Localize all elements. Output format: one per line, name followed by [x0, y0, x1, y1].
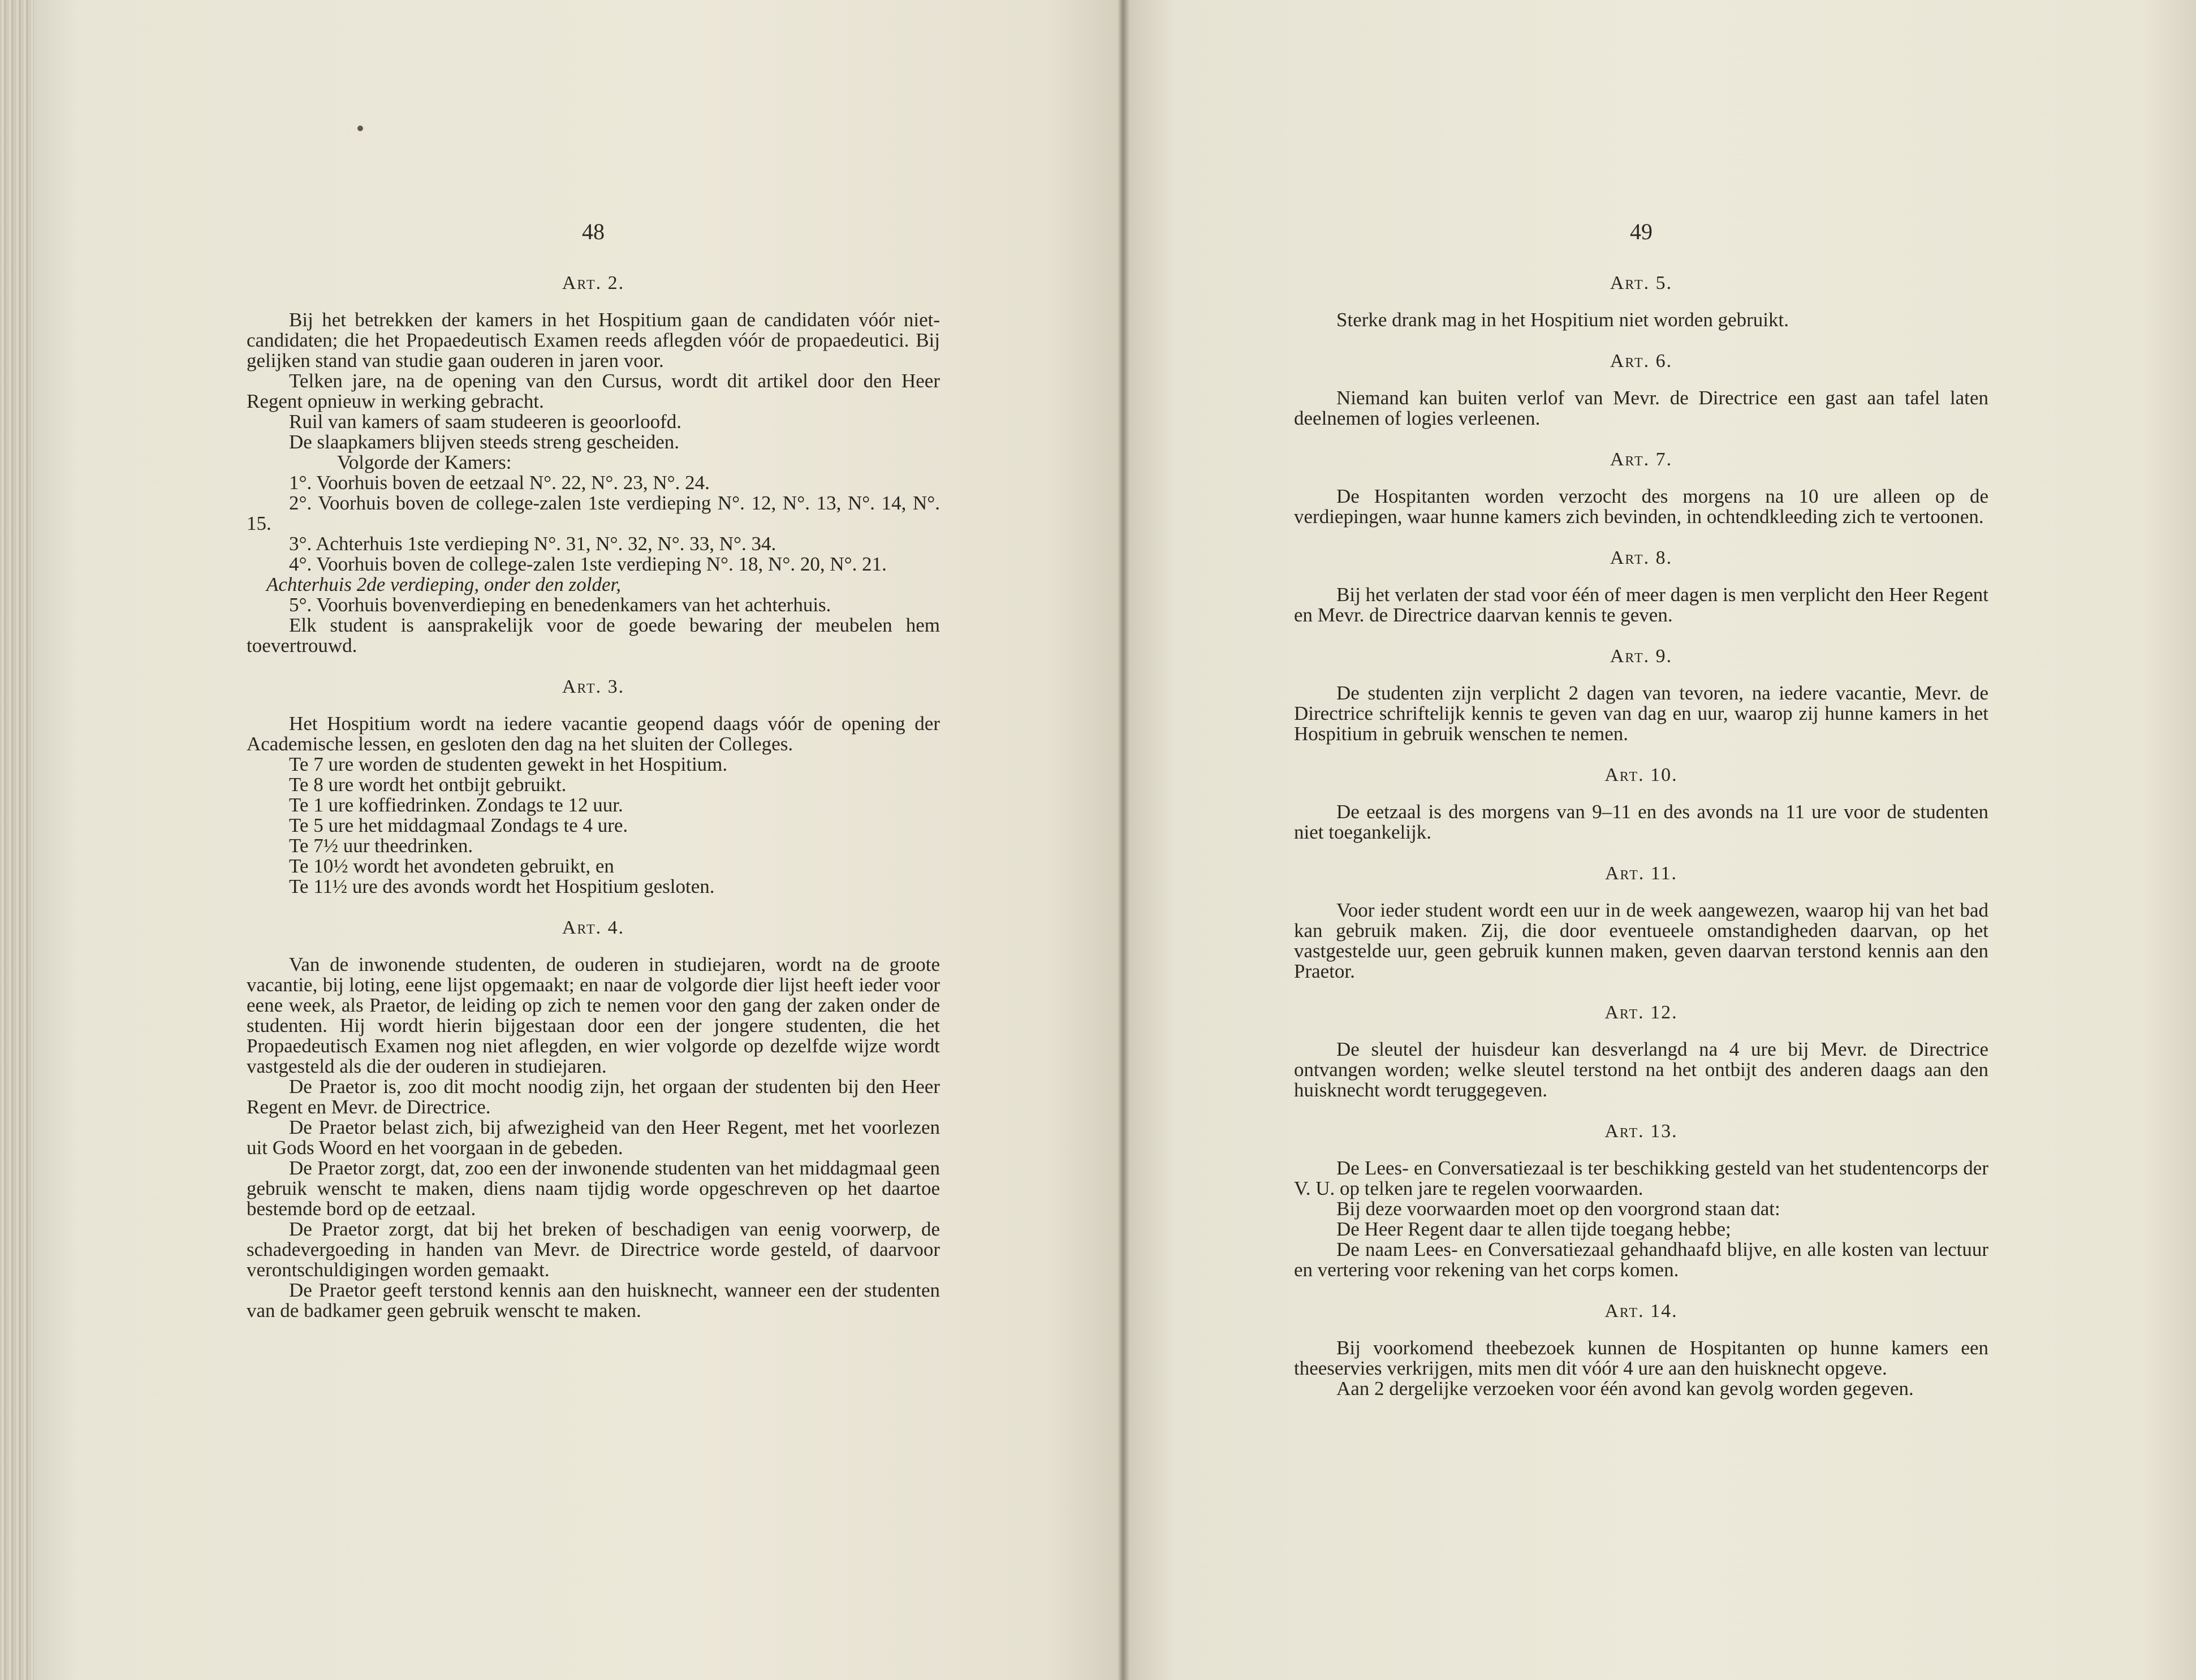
right-page-text [1294, 215, 1988, 1399]
article-14-heading: Art. 14. [1604, 1301, 1678, 1321]
article-12-heading: Art. 12. [1604, 1002, 1678, 1023]
left-page-text [247, 215, 940, 1321]
room-order-item: 3°. Achterhuis 1ste verdieping N°. 31, N°. 32, N°. 33, N°. 34. [289, 533, 776, 555]
article-4-paragraph: De Praetor zorgt, dat bij het breken of beschadigen van eenig voorwerp, de schadevergoeding in handen van Mevr. de Directrice worde gesteld, of daarvoor verontschuldigingen worden gemaakt. [247, 1218, 940, 1281]
schedule-line: Te 7 ure worden de studenten gewekt in het Hospitium. [289, 753, 728, 775]
schedule-line: Te 8 ure wordt het ontbijt gebruikt. [289, 774, 567, 796]
article-2-paragraph: Ruil van kamers of saam studeeren is geoorloofd. [289, 411, 681, 433]
article-8-heading: Art. 8. [1610, 547, 1673, 568]
article-2-paragraph: Telken jare, na de opening van den Cursus, wordt dit artikel door den Heer Regent opnieuw in werking gebracht. [247, 370, 940, 412]
schedule-line: Te 5 ure het middagmaal Zondags te 4 ure. [289, 814, 628, 836]
article-13-paragraph: De Heer Regent daar te allen tijde toegang hebbe; [1336, 1218, 1731, 1240]
article-6-paragraph: Niemand kan buiten verlof van Mevr. de Directrice een gast aan tafel laten deelnemen of logies verleenen. [1294, 387, 1988, 429]
room-order-item: 4°. Voorhuis boven de college-zalen 1ste verdieping N°. 18, N°. 20, N°. 21. [289, 553, 887, 575]
article-3-paragraph: Het Hospitium wordt na iedere vacantie geopend daags vóór de opening der Academische lessen, en gesloten den dag na het sluiten der Colleges. [247, 712, 940, 755]
article-4-paragraph: De Praetor zorgt, dat, zoo een der inwonende studenten van het middagmaal geen gebruik wenscht te maken, diens naam tijdig worde opgeschreven op het daartoe bestemde bord op de eetzaal. [247, 1157, 940, 1220]
room-order-item: Achterhuis 2de verdieping, onder den zolder, [266, 573, 621, 595]
article-4-paragraph: De Praetor is, zoo dit mocht noodig zijn, het orgaan der studenten bij den Heer Regent en Mevr. de Directrice. [247, 1076, 940, 1118]
article-2-heading: Art. 2. [562, 273, 625, 293]
schedule-line: Te 10½ wordt het avondeten gebruikt, en [289, 855, 614, 877]
article-14-paragraph: Aan 2 dergelijke verzoeken voor één avond kan gevolg worden gegeven. [1336, 1377, 1914, 1400]
schedule-line: Te 11½ ure des avonds wordt het Hospitium gesloten. [289, 875, 715, 897]
article-7-paragraph: De Hospitanten worden verzocht des morgens na 10 ure alleen op de verdiepingen, waar hunne kamers zich bevinden, in ochtendkleeding zich te vertoonen. [1294, 485, 1988, 528]
ink-spot [357, 126, 363, 131]
room-order-item: 5°. Voorhuis bovenverdieping en benedenkamers van het achterhuis. [289, 594, 831, 616]
article-4-heading: Art. 4. [562, 917, 625, 938]
article-9-heading: Art. 9. [1610, 646, 1673, 667]
article-11-paragraph: Voor ieder student wordt een uur in de week aangewezen, waarop hij van het bad kan gebruik maken. Zij, die door eventueele omstandigheden daarvan, op het vastgestelde uur, geen gebruik kunnen maken, geven daarvan terstond kennis aan den Praetor. [1294, 899, 1988, 982]
article-5-paragraph: Sterke drank mag in het Hospitium niet worden gebruikt. [1336, 309, 1789, 331]
room-order-item: 1°. Voorhuis boven de eetzaal N°. 22, N°. 23, N°. 24. [289, 472, 710, 494]
article-4-paragraph: De Praetor geeft terstond kennis aan den huisknecht, wanneer een der studenten van de badkamer geen gebruik wenscht te maken. [247, 1279, 940, 1321]
article-13-heading: Art. 13. [1604, 1121, 1678, 1142]
book-gutter [1118, 0, 1130, 1680]
room-order-title: Volgorde der Kamers: [337, 451, 512, 473]
article-13-paragraph: De naam Lees- en Conversatiezaal gehandhaafd blijve, en alle kosten van lectuur en vertering voor rekening van het corps komen. [1294, 1238, 1988, 1281]
article-4-paragraph: De Praetor belast zich, bij afwezigheid van den Heer Regent, met het voorlezen uit Gods Woord en het voorgaan in de gebeden. [247, 1116, 940, 1159]
page-number-right: 49 [1630, 219, 1653, 244]
schedule-line: Te 7½ uur theedrinken. [289, 835, 473, 857]
page-edge-stack [0, 0, 34, 1680]
article-10-heading: Art. 10. [1604, 765, 1678, 785]
room-order-item: 2°. Voorhuis boven de college-zalen 1ste verdieping N°. 12, N°. 13, N°. 14, N°. 15. [247, 492, 940, 534]
article-10-paragraph: De eetzaal is des morgens van 9–11 en des avonds na 11 ure voor de studenten niet toegankelijk. [1294, 801, 1988, 843]
article-12-paragraph: De sleutel der huisdeur kan desverlangd na 4 ure bij Mevr. de Directrice ontvangen worden; welke sleutel terstond na het ontbijt des anderen daags aan den huisknecht wordt teruggegeven. [1294, 1038, 1988, 1101]
page-number-left: 48 [582, 219, 605, 244]
article-6-heading: Art. 6. [1610, 351, 1673, 372]
article-8-paragraph: Bij het verlaten der stad voor één of meer dagen is men verplicht den Heer Regent en Mevr. de Directrice daarvan kennis te geven. [1294, 584, 1988, 626]
article-4-paragraph: Van de inwonende studenten, de ouderen in studiejaren, wordt na de groote vacantie, bij loting, eene lijst opgemaakt; en naar de volgorde dier lijst heeft ieder voor eene week, als Praetor, de leiding op zich te nemen voor den gang der zaken onder de studenten. Hij wordt hierin bijgestaan door een der jongere studenten, die het Propaedeutisch Examen nog niet aflegden, en wier volgorde op dezelfde wijze wordt vastgesteld als die der ouderen in studiejaren. [247, 953, 940, 1077]
article-7-heading: Art. 7. [1610, 449, 1673, 470]
schedule-line: Te 1 ure koffiedrinken. Zondags te 12 uur. [289, 794, 623, 816]
article-11-heading: Art. 11. [1604, 863, 1678, 884]
article-13-paragraph: Bij deze voorwaarden moet op den voorgrond staan dat: [1336, 1198, 1780, 1220]
article-2-paragraph: De slaapkamers blijven steeds streng gescheiden. [289, 431, 680, 453]
article-2-paragraph: Elk student is aansprakelijk voor de goede bewaring der meubelen hem toevertrouwd. [247, 614, 940, 657]
article-2-paragraph: Bij het betrekken der kamers in het Hospitium gaan de candidaten vóór niet-candidaten; die het Propaedeutisch Examen reeds aflegden vóór de propaedeutici. Bij gelijken stand van studie gaan ouderen in jaren voor. [247, 309, 940, 372]
article-9-paragraph: De studenten zijn verplicht 2 dagen van tevoren, na iedere vacantie, Mevr. de Directrice schriftelijk kennis te geven van dag en uur, waarop zij hunne kamers in het Hospitium in gebruik wenschen te nemen. [1294, 682, 1988, 745]
article-13-paragraph: De Lees- en Conversatiezaal is ter beschikking gesteld van het studentencorps der V. U. op telken jare te regelen voorwaarden. [1294, 1157, 1988, 1199]
article-14-paragraph: Bij voorkomend theebezoek kunnen de Hospitanten op hunne kamers een theeservies verkrijgen, mits men dit vóór 4 ure aan den huisknecht opgeve. [1294, 1337, 1988, 1379]
article-3-heading: Art. 3. [562, 676, 625, 697]
article-5-heading: Art. 5. [1610, 273, 1673, 293]
